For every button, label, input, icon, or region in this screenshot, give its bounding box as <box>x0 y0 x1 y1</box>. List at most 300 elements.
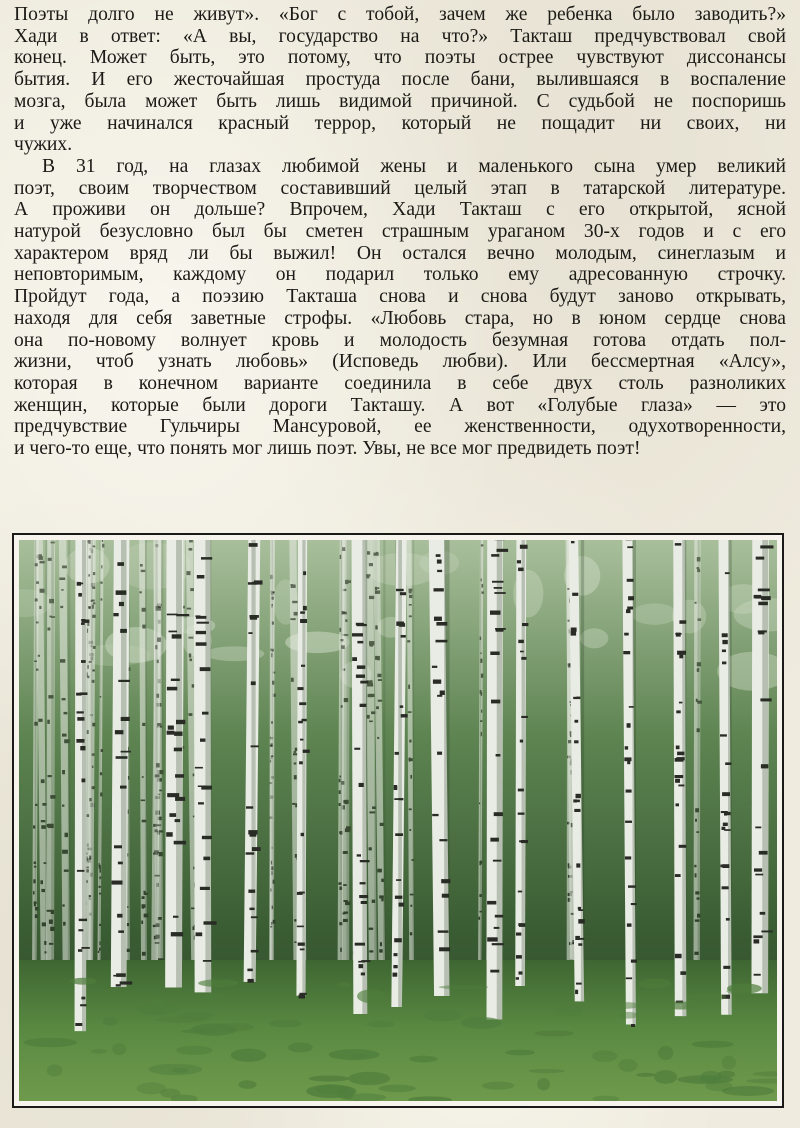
trunk-shade <box>383 540 385 1002</box>
bark-mark <box>187 572 190 574</box>
bark-mark <box>394 953 398 956</box>
trunk-shade <box>145 540 147 979</box>
grass-tuft <box>309 1075 350 1081</box>
bark-mark <box>722 886 729 889</box>
bark-mark <box>572 593 578 596</box>
bark-mark <box>440 691 445 696</box>
bark-mark <box>410 775 412 779</box>
grass-tuft <box>348 1072 390 1085</box>
bark-mark <box>722 634 726 636</box>
grass-tuft <box>179 1012 214 1020</box>
bark-mark <box>75 1023 82 1026</box>
paragraph-1 <box>14 4 786 156</box>
bark-mark <box>62 904 64 906</box>
bark-mark <box>198 802 204 804</box>
bark-mark <box>88 574 90 576</box>
trunk-shade <box>91 540 93 971</box>
bark-mark <box>33 891 35 894</box>
bark-mark <box>293 753 297 755</box>
bark-mark <box>87 665 88 669</box>
bark-mark <box>518 891 522 893</box>
bark-mark <box>754 868 762 871</box>
bark-mark <box>482 591 484 593</box>
bark-mark <box>627 723 631 728</box>
bark-mark <box>576 794 581 798</box>
bark-mark <box>98 951 99 953</box>
bark-mark <box>367 551 370 555</box>
bark-mark <box>571 541 575 543</box>
bark-mark <box>188 637 193 639</box>
grass-tuft <box>191 1024 236 1036</box>
grass-tuft <box>238 1080 256 1089</box>
trunk-shade <box>35 540 37 1010</box>
birch-forest-photo <box>19 540 777 1101</box>
bark-mark <box>675 543 682 546</box>
bark-mark <box>142 904 144 908</box>
bark-mark <box>294 612 298 616</box>
bark-mark <box>290 618 295 620</box>
bark-mark <box>166 832 173 837</box>
bark-mark <box>63 922 66 926</box>
bark-mark <box>196 631 206 634</box>
bark-mark <box>576 863 580 867</box>
bark-mark <box>101 749 103 752</box>
bark-mark <box>394 785 398 787</box>
bark-mark <box>626 977 632 979</box>
bark-mark <box>625 856 631 859</box>
bark-mark <box>297 892 303 895</box>
bark-mark <box>40 561 45 564</box>
bark-mark <box>294 919 296 922</box>
bark-mark <box>574 809 580 812</box>
bark-mark <box>60 659 65 663</box>
text-line: женщин, которые были дороги Такташу. А вот «Голубые глаза» — это <box>14 394 786 416</box>
grass-tuft <box>505 1050 534 1056</box>
text-line: Хади в ответ: «А вы, государство на что?» Такташ предчувствовал свой <box>14 25 786 47</box>
bark-mark <box>196 932 203 936</box>
bark-mark <box>47 910 52 912</box>
bark-mark <box>437 560 442 564</box>
bark-mark <box>39 606 41 609</box>
grass-tuft <box>555 1004 583 1016</box>
bark-mark <box>89 661 92 663</box>
bark-mark <box>578 907 581 910</box>
bark-mark <box>723 823 728 826</box>
bark-mark <box>409 604 412 606</box>
bark-mark <box>189 713 193 716</box>
bark-mark <box>100 582 102 584</box>
trunk-shade <box>413 540 415 991</box>
bark-mark <box>339 803 341 806</box>
bark-mark <box>409 740 411 743</box>
bark-mark <box>516 977 519 980</box>
bark-mark <box>292 601 298 603</box>
grass-tuft <box>202 993 228 1001</box>
grass-tuft <box>439 985 488 989</box>
bark-mark <box>754 939 760 943</box>
trunk-shade <box>762 540 768 993</box>
bark-mark <box>48 558 52 561</box>
bark-mark <box>375 590 380 594</box>
bark-mark <box>626 609 631 613</box>
text-line: Поэты долго не живут». «Бог с тобой, зачем же ребенка было заводить?» <box>14 4 786 25</box>
bark-mark <box>89 798 91 801</box>
bark-mark <box>722 650 726 653</box>
bark-mark <box>437 623 445 625</box>
bark-mark <box>575 720 579 723</box>
bark-mark <box>343 884 346 886</box>
canopy-gap <box>580 628 608 648</box>
bark-mark <box>376 706 379 709</box>
bark-mark <box>410 932 412 935</box>
bark-mark <box>142 776 144 778</box>
grass-tuft <box>269 1020 303 1028</box>
bark-mark <box>369 721 373 723</box>
trunk-shade <box>480 540 481 990</box>
bark-mark <box>369 641 375 645</box>
bark-mark <box>62 850 68 854</box>
bark-mark <box>189 540 193 542</box>
bark-mark <box>432 814 438 816</box>
grass-tuft <box>596 1002 645 1009</box>
grass-tuft <box>379 1085 416 1092</box>
bark-mark <box>675 775 684 778</box>
bark-mark <box>481 674 483 678</box>
bark-mark <box>191 908 195 910</box>
bark-mark <box>571 628 577 632</box>
grass-tuft <box>336 982 351 987</box>
bark-mark <box>625 821 632 823</box>
text-line: которая в конечном варианте соединила в себе двух столь разноликих <box>14 372 786 394</box>
bark-mark <box>675 758 684 762</box>
grass-tuft <box>112 1043 126 1055</box>
grass-tuft <box>705 1081 732 1091</box>
bark-mark <box>409 615 412 617</box>
grass-tuft <box>152 999 166 1013</box>
bark-mark <box>631 1024 635 1027</box>
bark-mark <box>142 896 145 899</box>
trunk-shade <box>121 540 126 987</box>
bark-mark <box>375 625 378 629</box>
trunk-shade <box>205 540 211 992</box>
bark-mark <box>722 640 727 644</box>
paragraph-2 <box>14 156 786 460</box>
bark-mark <box>627 761 630 765</box>
trunk-shade <box>176 540 182 987</box>
bark-mark <box>294 751 296 753</box>
grass-tuft <box>148 1064 202 1075</box>
bark-mark <box>339 779 341 783</box>
trunk-shade <box>682 540 686 1016</box>
bark-mark <box>408 758 411 760</box>
bark-mark <box>190 659 192 662</box>
bark-mark <box>40 880 43 884</box>
grass-tuft <box>47 1064 63 1076</box>
birch-forest-illustration <box>19 540 777 1101</box>
grass-tuft <box>103 1017 118 1026</box>
bark-mark <box>627 546 633 548</box>
bark-mark <box>375 587 379 589</box>
trunk-shade <box>51 540 54 1002</box>
grass-tuft <box>528 1069 564 1073</box>
bark-mark <box>62 566 67 569</box>
bark-mark <box>380 823 384 826</box>
trunk-shade <box>155 540 157 988</box>
grass-tuft <box>618 1012 638 1019</box>
bark-mark <box>62 805 64 807</box>
bark-mark <box>368 694 373 697</box>
grass-tuft <box>357 989 386 1003</box>
bark-mark <box>575 990 578 994</box>
bark-mark <box>62 698 66 700</box>
bark-mark <box>407 640 410 642</box>
grass-tuft <box>692 1041 734 1048</box>
bark-mark <box>47 824 50 827</box>
bark-mark <box>408 711 412 713</box>
text-line: натурой безусловно был бы сметен страшным ураганом 30-х годов и с его <box>14 221 786 243</box>
bark-mark <box>409 589 412 593</box>
text-line: и чего-то еще, что понять мог лишь поэт. Увы, не все мог предвидеть поэт! <box>14 438 641 460</box>
trunk-shade <box>346 540 349 992</box>
grass-tuft <box>176 1046 213 1055</box>
bark-mark <box>342 547 345 551</box>
trunk-shade <box>272 540 273 986</box>
bark-mark <box>89 895 91 897</box>
grass-tuft <box>288 1042 313 1052</box>
bark-mark <box>59 578 65 581</box>
bark-mark <box>299 761 303 764</box>
bark-mark <box>378 679 382 681</box>
bark-mark <box>378 700 382 702</box>
bark-mark <box>433 680 441 684</box>
grass-tuft <box>482 1082 515 1090</box>
bark-mark <box>624 633 629 636</box>
text-line: неповторимым, каждому он подарил только ему адресованную строчку. <box>14 264 786 286</box>
bark-mark <box>722 662 726 665</box>
trunk-shade <box>161 540 164 1005</box>
bark-mark <box>676 710 680 713</box>
bark-mark <box>352 633 363 636</box>
grass-tuft <box>367 1021 395 1028</box>
bark-mark <box>298 721 303 724</box>
bark-mark <box>197 575 205 579</box>
bark-mark <box>352 657 357 661</box>
bark-mark <box>292 803 295 805</box>
bark-mark <box>627 923 632 926</box>
bark-mark <box>88 540 91 543</box>
bark-mark <box>377 674 381 678</box>
bark-mark <box>721 865 725 868</box>
text-line: она по-новому волнует кровь и молодость безумная готова отдать пол- <box>14 329 786 351</box>
bark-mark <box>93 646 96 649</box>
grass-tuft <box>198 979 239 987</box>
grass-tuft <box>639 979 672 989</box>
canopy-gap <box>631 603 677 625</box>
bark-mark <box>487 937 498 941</box>
bark-mark <box>62 734 67 737</box>
bark-mark <box>380 942 382 946</box>
bark-mark <box>436 554 441 557</box>
bark-mark <box>377 656 380 660</box>
bark-mark <box>374 553 379 556</box>
bark-mark <box>60 606 63 608</box>
bark-mark <box>676 803 680 806</box>
bark-mark <box>168 726 174 730</box>
bark-mark <box>142 723 145 726</box>
bark-mark <box>141 570 146 572</box>
bark-mark <box>487 901 496 905</box>
bark-mark <box>36 581 39 584</box>
text-line: характером вряд ли бы выжил! Он остался вечно молодым, синеглазым и <box>14 242 786 264</box>
bark-mark <box>140 564 143 567</box>
bark-mark <box>481 710 482 713</box>
bark-mark <box>339 790 341 794</box>
bark-mark <box>101 565 102 568</box>
bark-mark <box>64 712 68 715</box>
bark-mark <box>61 589 63 591</box>
grass-tuft <box>537 1078 550 1090</box>
bark-mark <box>169 813 176 817</box>
bark-mark <box>626 790 632 793</box>
trunk-shade <box>398 540 402 1007</box>
bark-mark <box>189 548 193 551</box>
bark-mark <box>675 874 681 877</box>
bark-mark <box>377 737 379 739</box>
grass-tuft <box>658 1046 673 1060</box>
bark-mark <box>573 697 580 699</box>
trunk-shade <box>497 540 502 1020</box>
text-line: жизни, чтоб узнать любовь» (Исповедь любви). Или бессмертная «Алсу», <box>14 351 786 373</box>
bark-mark <box>294 763 297 765</box>
text-line: и уже начинался красный террор, который не пощадит ни своих, ни <box>14 112 786 134</box>
bark-mark <box>675 954 682 958</box>
bark-mark <box>100 793 102 797</box>
grass-tuft <box>722 1056 736 1070</box>
bark-mark <box>410 905 412 907</box>
bark-mark <box>167 731 175 735</box>
grass-tuft <box>24 1038 77 1047</box>
trunk-shade <box>698 540 700 978</box>
bark-mark <box>437 752 442 755</box>
bark-mark <box>369 950 373 952</box>
bark-mark <box>187 608 191 610</box>
bark-mark <box>393 965 397 968</box>
bark-mark <box>679 702 683 704</box>
bark-mark <box>479 803 480 805</box>
bark-mark <box>720 734 727 736</box>
bark-mark <box>40 589 44 592</box>
bark-mark <box>62 770 65 774</box>
bark-mark <box>369 563 373 566</box>
trunk-shade <box>251 540 255 982</box>
bark-mark <box>65 833 69 837</box>
trunk-shade <box>522 540 525 986</box>
trunk-shade <box>68 540 71 1009</box>
bark-mark <box>89 556 91 559</box>
bark-mark <box>408 685 410 689</box>
bark-mark <box>478 917 480 920</box>
bark-mark <box>195 767 203 769</box>
bark-mark <box>38 719 42 722</box>
bark-mark <box>623 651 630 654</box>
bark-mark <box>568 620 570 622</box>
bark-mark <box>516 933 521 936</box>
trunk-shade <box>444 540 449 996</box>
bark-mark <box>102 544 104 548</box>
bark-mark <box>88 606 91 609</box>
bark-mark <box>379 949 383 952</box>
trunk-shade <box>581 540 584 1001</box>
bark-mark <box>41 820 46 822</box>
text-line: А проживи он дольше? Впрочем, Хади Такташ с его открытой, ясной <box>14 199 786 221</box>
grass-tuft <box>352 1053 365 1058</box>
bark-mark <box>575 800 580 803</box>
bark-mark <box>377 869 382 873</box>
bark-mark <box>169 631 178 633</box>
bark-mark <box>367 683 373 686</box>
bark-mark <box>41 889 45 892</box>
grass-tuft <box>534 1030 574 1036</box>
bark-mark <box>369 847 372 850</box>
bark-mark <box>675 779 680 783</box>
article-text <box>14 4 786 460</box>
bark-mark <box>409 595 413 598</box>
trunk-shade <box>341 540 343 992</box>
bark-mark <box>695 819 697 822</box>
bark-mark <box>434 617 442 621</box>
text-line: предчувствие Гульчиры Мансуровой, ее женственности, одухотворенности, <box>14 416 786 438</box>
bark-mark <box>36 669 39 671</box>
bark-mark <box>576 983 582 985</box>
bark-mark <box>76 693 82 696</box>
bark-mark <box>48 628 51 631</box>
grass-tuft <box>689 993 727 1001</box>
bark-mark <box>517 560 521 563</box>
bark-mark <box>753 935 762 938</box>
grass-tuft <box>665 1001 696 1009</box>
trunk-shade <box>99 540 100 977</box>
bark-mark <box>755 874 763 876</box>
grass-tuft <box>424 1009 462 1021</box>
bark-mark <box>48 775 52 777</box>
bark-mark <box>89 856 91 860</box>
bark-mark <box>112 881 123 885</box>
bark-mark <box>625 746 628 749</box>
text-line: поэт, своим творчеством составивший целый этап в татарской литературе. <box>14 177 786 199</box>
bark-mark <box>394 786 398 790</box>
bark-mark <box>294 775 297 779</box>
bark-mark <box>141 921 143 925</box>
bark-mark <box>157 723 161 726</box>
bark-mark <box>568 740 571 743</box>
grass-tuft <box>654 1070 677 1084</box>
trunk-shade <box>632 540 636 1024</box>
bark-mark <box>41 825 46 829</box>
bark-mark <box>78 593 82 597</box>
text-line: В 31 год, на глазах любимой жены и маленького сына умер великий <box>42 155 786 177</box>
bark-mark <box>627 607 633 610</box>
bark-mark <box>189 653 191 657</box>
birch-bark <box>111 540 130 987</box>
bark-mark <box>434 588 444 591</box>
photo-frame <box>12 533 784 1108</box>
grass-tuft <box>461 1017 502 1029</box>
birch-trunk <box>673 540 686 1016</box>
grass-tuft <box>636 1073 656 1077</box>
bark-mark <box>676 746 680 750</box>
bark-mark <box>291 678 294 682</box>
bark-mark <box>114 845 122 848</box>
